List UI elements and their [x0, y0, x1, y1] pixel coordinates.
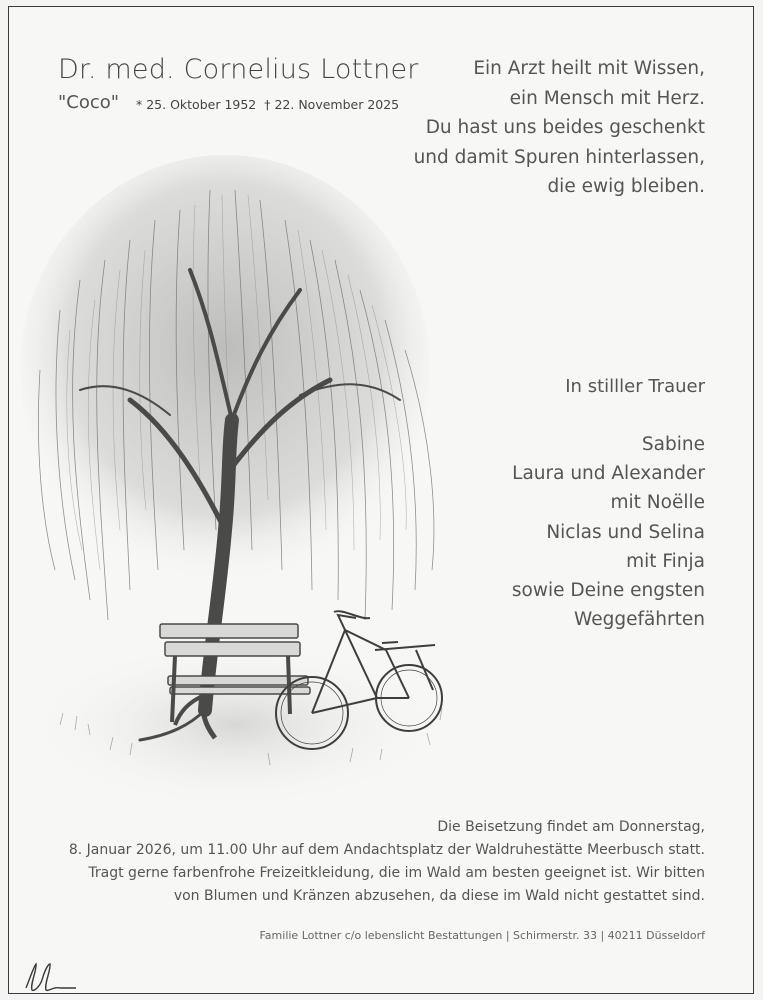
quote-line: Ein Arzt heilt mit Wissen, — [473, 58, 705, 79]
mourner-line: Sabine — [641, 434, 705, 455]
mourning-heading: In stilller Trauer — [565, 376, 705, 397]
burial-line: 8. Januar 2026, um 11.00 Uhr auf dem Andachtsplatz der Waldruhestätte Meerbusch statt. — [68, 842, 705, 858]
burial-details — [69, 816, 705, 908]
birth-date: * 25. Oktober 1952 — [136, 97, 257, 112]
quote-line: Du hast uns beides geschenkt — [425, 117, 705, 138]
nickname: "Coco" — [58, 92, 120, 113]
burial-line: Tragt gerne farbenfrohe Freizeitkleidung, die im Wald am besten geeignet ist. Wir bitten — [88, 865, 705, 881]
quote-line: und damit Spuren hinterlassen, — [413, 146, 705, 168]
contact-footer: Familie Lottner c/o lebenslicht Bestattungen | Schirmerstr. 33 | 40211 Düsseldorf — [259, 929, 705, 942]
signature-icon — [20, 958, 80, 994]
mourner-line: Laura und Alexander — [512, 463, 705, 485]
mourner-line: sowie Deine engsten — [511, 580, 705, 602]
deceased-name: Dr. med. Cornelius Lottner — [58, 54, 419, 85]
quote-line: die ewig bleiben. — [547, 176, 705, 197]
death-date: † 22. November 2025 — [264, 97, 400, 112]
mourner-line: Weggefährten — [574, 609, 705, 631]
burial-line: Die Beisetzung findet am Donnerstag, — [437, 819, 705, 835]
willow-bench-bicycle-illustration — [20, 150, 460, 820]
quote-line: ein Mensch mit Herz. — [509, 87, 705, 109]
burial-line: von Blumen und Kränzen abzusehen, da diese im Wald nicht gestattet sind. — [173, 888, 705, 904]
mourner-line: Niclas und Selina — [546, 521, 705, 543]
life-dates — [136, 97, 403, 112]
mourners-list — [512, 430, 705, 634]
mourner-line: mit Noëlle — [610, 492, 705, 514]
mourner-line: mit Finja — [626, 550, 705, 572]
